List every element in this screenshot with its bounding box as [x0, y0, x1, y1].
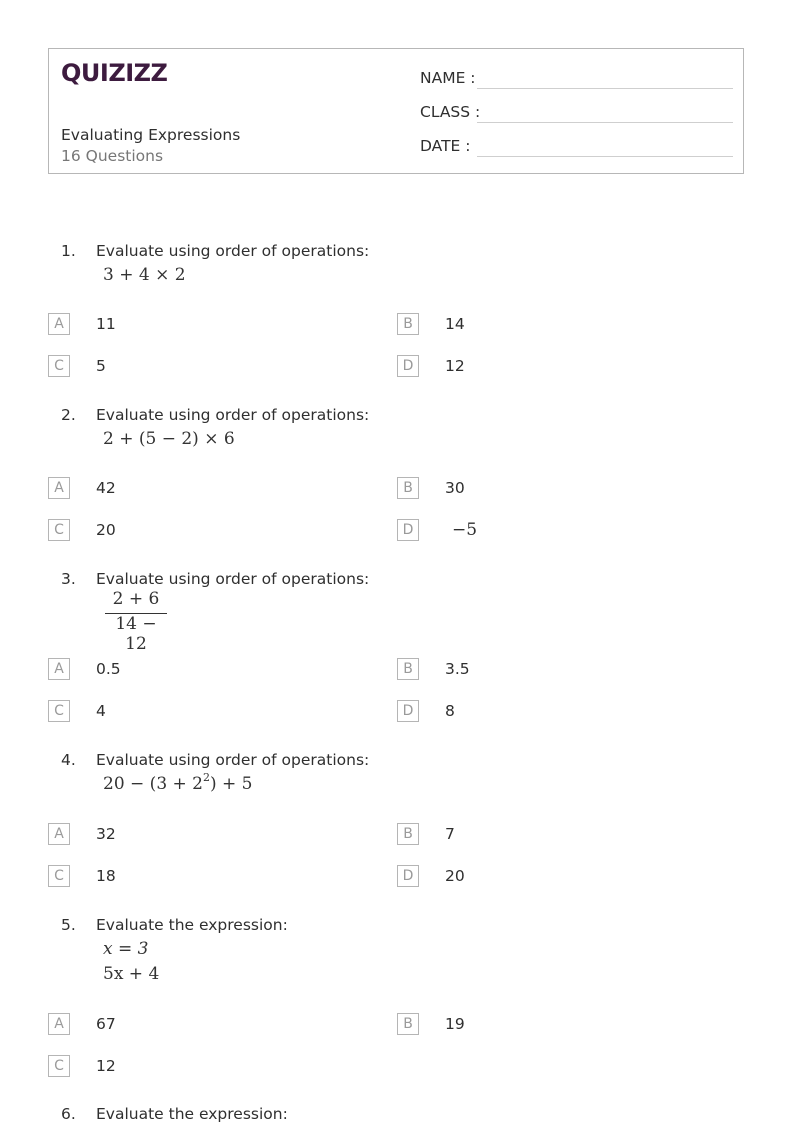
option-letter: A: [48, 1013, 70, 1035]
option-letter: D: [397, 519, 419, 541]
question-math-line2: 5x + 4: [103, 964, 160, 984]
option-value: 8: [445, 702, 455, 720]
option-letter: C: [48, 865, 70, 887]
option-letter: C: [48, 519, 70, 541]
option-value: 0.5: [96, 660, 121, 678]
math-exponent: 2: [203, 771, 210, 784]
name-label: NAME :: [420, 69, 476, 87]
question-count: 16 Questions: [61, 147, 164, 165]
option-letter: D: [397, 700, 419, 722]
option-letter: A: [48, 823, 70, 845]
option-value: 18: [96, 867, 116, 885]
option-letter: B: [397, 823, 419, 845]
class-label: CLASS :: [420, 103, 481, 121]
class-line[interactable]: [477, 122, 733, 123]
option-letter: C: [48, 355, 70, 377]
question-math: [103, 771, 253, 794]
option-value: 11: [96, 315, 116, 333]
question-prompt: Evaluate the expression:: [96, 916, 288, 934]
question-number: 3.: [61, 570, 76, 588]
fraction-denominator: 14 − 12: [115, 614, 157, 654]
option-letter: C: [48, 700, 70, 722]
question-prompt: Evaluate using order of operations:: [96, 242, 370, 260]
option-value: 20: [445, 867, 465, 885]
option-value: 7: [445, 825, 455, 843]
option-value: 30: [445, 479, 465, 497]
math-part: ) + 5: [210, 774, 253, 794]
question-prompt: Evaluate using order of operations:: [96, 406, 370, 424]
worksheet-title: Evaluating Expressions: [61, 126, 241, 144]
question-number: 1.: [61, 242, 76, 260]
math-part: 20 − (3 + 2: [103, 774, 203, 794]
option-letter: B: [397, 658, 419, 680]
option-value: 4: [96, 702, 106, 720]
question-number: 4.: [61, 751, 76, 769]
question-number: 6.: [61, 1105, 76, 1123]
option-value: 32: [96, 825, 116, 843]
option-letter: C: [48, 1055, 70, 1077]
question-prompt: Evaluate using order of operations:: [96, 570, 370, 588]
option-value: 12: [445, 357, 465, 375]
option-letter: B: [397, 1013, 419, 1035]
svg-text:QUIZIZZ: QUIZIZZ: [61, 59, 168, 87]
question-math: 3 + 4 × 2: [103, 265, 186, 285]
option-letter: B: [397, 313, 419, 335]
option-letter: A: [48, 658, 70, 680]
name-line[interactable]: [477, 88, 733, 89]
question-math: 2 + (5 − 2) × 6: [103, 429, 235, 449]
option-value: 5: [96, 357, 106, 375]
date-line[interactable]: [477, 156, 733, 157]
question-prompt: Evaluate the expression:: [96, 1105, 288, 1123]
option-value: −5: [452, 520, 478, 540]
question-prompt: Evaluate using order of operations:: [96, 751, 370, 769]
option-value: 12: [96, 1057, 116, 1075]
question-number: 5.: [61, 916, 76, 934]
date-label: DATE :: [420, 137, 471, 155]
option-value: 14: [445, 315, 465, 333]
option-value: 20: [96, 521, 116, 539]
option-value: 3.5: [445, 660, 470, 678]
option-letter: B: [397, 477, 419, 499]
question-number: 2.: [61, 406, 76, 424]
option-letter: A: [48, 313, 70, 335]
question-math-line1: x = 3: [103, 939, 149, 959]
fraction-numerator: 2 + 6: [112, 589, 160, 609]
option-letter: A: [48, 477, 70, 499]
option-value: 19: [445, 1015, 465, 1033]
option-letter: D: [397, 355, 419, 377]
worksheet-header: [48, 48, 744, 174]
quizizz-logo: [61, 57, 168, 87]
option-letter: D: [397, 865, 419, 887]
option-value: 42: [96, 479, 116, 497]
option-value: 67: [96, 1015, 116, 1033]
